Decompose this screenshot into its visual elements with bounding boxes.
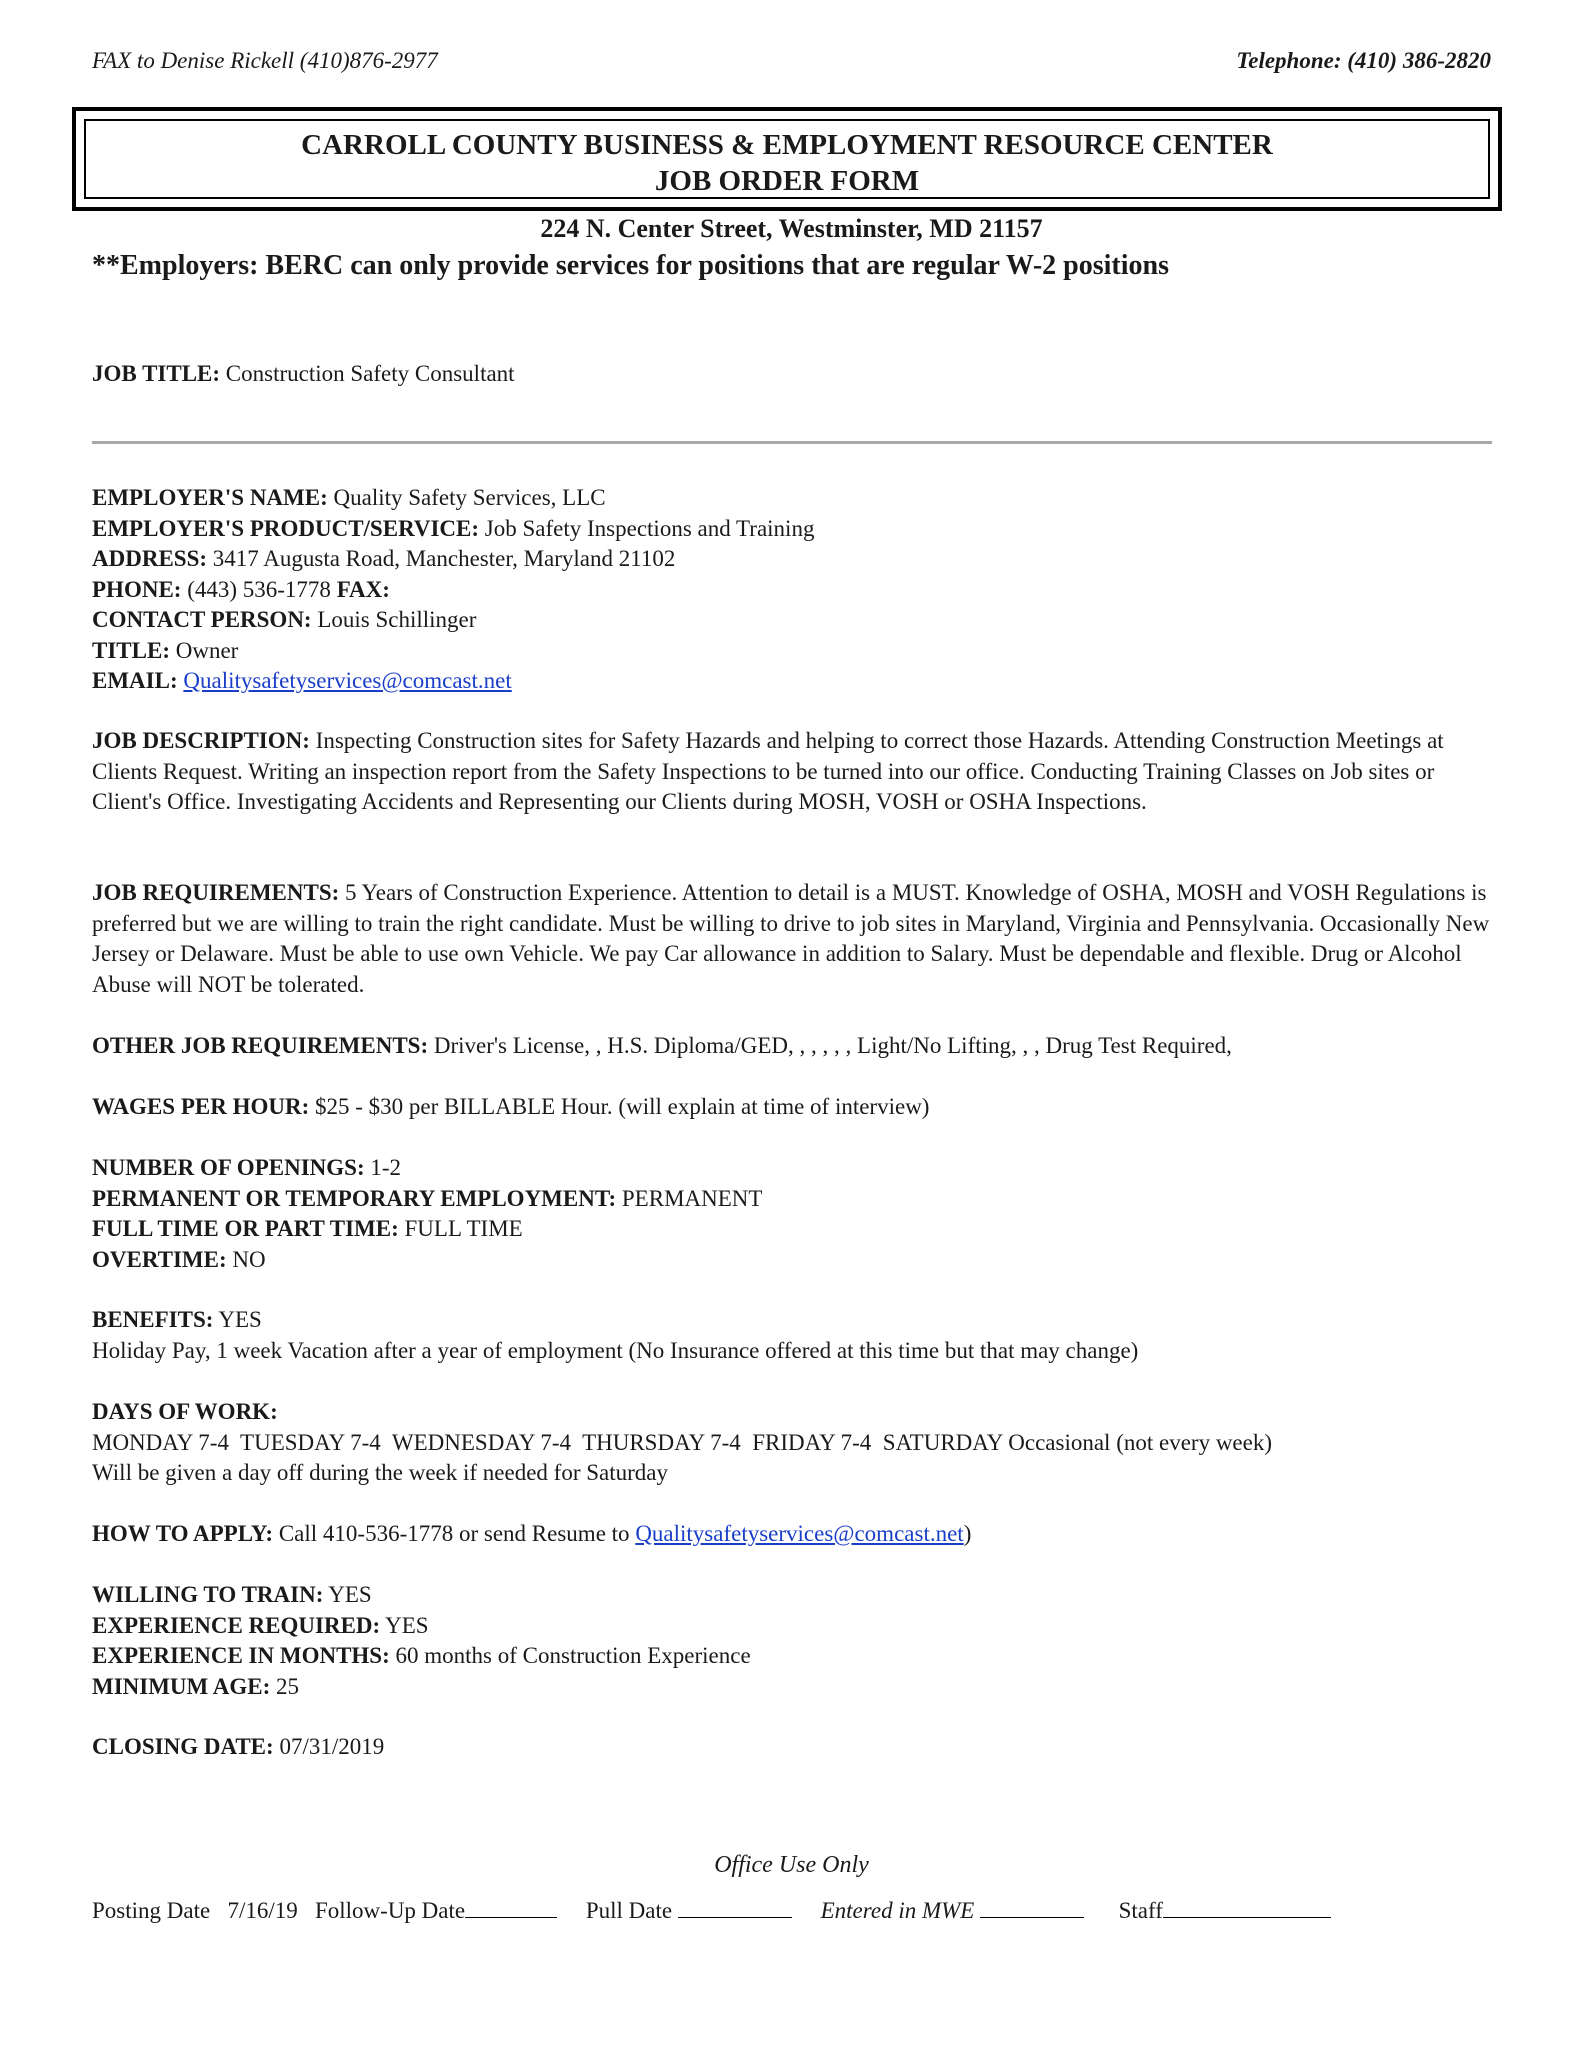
job-requirements-text: 5 Years of Construction Experience. Attention to detail is a MUST. Knowledge of OSHA, MOSH and VOSH Regulations is preferred but we are willing to train the right candidate. Must be willing to drive to job sites in Maryland, Virginia and Pennsylvania. Occasionally New Jersey or Delaware. Must be able to use own Vehicle. We pay Car allowance in addition to Salary. Must be dependable and flexible. Drug or Alcohol Abuse will NOT be tolerated. xyxy=(92,880,1490,997)
full-part-value: FULL TIME xyxy=(404,1216,523,1241)
title-line-1: CARROLL COUNTY BUSINESS & EMPLOYMENT RESOURCE CENTER xyxy=(301,129,1273,161)
product-label: EMPLOYER'S PRODUCT/SERVICE: xyxy=(92,515,480,541)
telephone-header: Telephone: (410) 386-2820 xyxy=(1236,48,1491,73)
staff-label: Staff xyxy=(1118,1898,1163,1923)
benefits-value: YES xyxy=(218,1307,262,1332)
entered-mwe-label: Entered in MWE xyxy=(820,1898,975,1923)
phone-label: PHONE: xyxy=(92,576,182,602)
title-line-2: JOB ORDER FORM xyxy=(654,165,920,197)
followup-date-field[interactable] xyxy=(465,1899,557,1918)
office-use-row xyxy=(92,1898,1331,1924)
days-of-work-section xyxy=(92,1397,1492,1489)
address-value: 3417 Augusta Road, Manchester, Maryland 21102 xyxy=(212,546,676,571)
other-requirements-label: OTHER JOB REQUIREMENTS: xyxy=(92,1033,429,1058)
perm-temp-label: PERMANENT OR TEMPORARY EMPLOYMENT: xyxy=(92,1185,617,1211)
minimum-age-value: 25 xyxy=(275,1673,299,1699)
experience-required-value: YES xyxy=(385,1612,429,1638)
minimum-age-label: MINIMUM AGE: xyxy=(92,1673,271,1699)
experience-required-label: EXPERIENCE REQUIRED: xyxy=(92,1612,381,1638)
job-title-value: Construction Safety Consultant xyxy=(225,361,515,386)
job-description-label: JOB DESCRIPTION: xyxy=(92,728,310,753)
benefits-section xyxy=(92,1305,1492,1366)
w2-notice: **Employers: BERC can only provide services for positions that are regular W-2 positions xyxy=(92,250,1169,281)
staff-field[interactable] xyxy=(1163,1899,1331,1918)
overtime-value: NO xyxy=(232,1246,266,1272)
contact-title-value: Owner xyxy=(175,637,239,663)
experience-months-label: EXPERIENCE IN MONTHS: xyxy=(92,1643,390,1668)
experience-months-value: 60 months of Construction Experience xyxy=(395,1643,751,1668)
phone-value: (443) 536-1778 xyxy=(187,576,331,602)
days-note: Will be given a day off during the week if needed for Saturday xyxy=(92,1460,669,1485)
closing-date-label: CLOSING DATE: xyxy=(92,1734,274,1759)
perm-temp-value: PERMANENT xyxy=(621,1185,763,1211)
how-to-apply xyxy=(92,1519,1492,1550)
wages-label: WAGES PER HOUR: xyxy=(92,1094,310,1119)
training-section xyxy=(92,1580,1492,1702)
openings-value: 1-2 xyxy=(370,1155,402,1180)
employer-email-link[interactable]: Qualitysafetyservices@comcast.net xyxy=(183,668,512,693)
days-schedule: MONDAY 7-4 TUESDAY 7-4 WEDNESDAY 7-4 THURSDAY 7-4 FRIDAY 7-4 SATURDAY Occasional (not every week) xyxy=(92,1429,1273,1455)
email-label: EMAIL: xyxy=(92,668,178,693)
pull-date-label: Pull Date xyxy=(585,1898,673,1923)
office-use-heading: Office Use Only xyxy=(714,1852,869,1878)
job-description-text: Inspecting Construction sites for Safety Hazards and helping to correct those Hazards. Attending Construction Meetings at Clients Request. Writing an inspection report from the Safety Inspections to be turned into our office. Conducting Training Classes on Job sites or Client's Office. Investigating Accidents and Representing our Clients during MOSH, VOSH or OSHA Inspections. xyxy=(92,728,1444,814)
other-requirements xyxy=(92,1031,1492,1062)
openings-label: NUMBER OF OPENINGS: xyxy=(92,1155,365,1180)
wages xyxy=(92,1092,1492,1123)
employer-section xyxy=(92,483,1492,697)
contact-label: CONTACT PERSON: xyxy=(92,607,312,632)
address-label: ADDRESS: xyxy=(92,546,208,571)
how-to-apply-suffix: ) xyxy=(963,1521,972,1546)
contact-value: Louis Schillinger xyxy=(317,607,477,632)
openings-section xyxy=(92,1153,1492,1275)
title-box xyxy=(72,107,1502,211)
fax-label: FAX: xyxy=(336,576,390,602)
full-part-label: FULL TIME OR PART TIME: xyxy=(92,1216,399,1241)
employer-name-label: EMPLOYER'S NAME: xyxy=(92,485,328,510)
fax-header: FAX to Denise Rickell (410)876-2977 xyxy=(92,48,438,73)
pull-date-field[interactable] xyxy=(678,1899,792,1918)
job-description xyxy=(92,726,1492,818)
days-of-work-label: DAYS OF WORK: xyxy=(92,1399,278,1424)
job-title-row xyxy=(92,359,1492,390)
product-value: Job Safety Inspections and Training xyxy=(484,515,815,541)
divider xyxy=(92,441,1492,444)
apply-email-link[interactable]: Qualitysafetyservices@comcast.net xyxy=(635,1521,964,1546)
how-to-apply-text: Call 410-536-1778 or send Resume to xyxy=(278,1521,630,1546)
overtime-label: OVERTIME: xyxy=(92,1246,227,1272)
contact-title-label: TITLE: xyxy=(92,637,170,663)
center-address: 224 N. Center Street, Westminster, MD 21157 xyxy=(540,214,1043,243)
closing-date-value: 07/31/2019 xyxy=(279,1734,385,1759)
entered-mwe-field[interactable] xyxy=(980,1899,1084,1918)
willing-to-train-label: WILLING TO TRAIN: xyxy=(92,1582,324,1607)
job-requirements xyxy=(92,878,1492,1000)
closing-date xyxy=(92,1732,1492,1763)
posting-date-value: 7/16/19 xyxy=(227,1898,298,1923)
wages-text: $25 - $30 per BILLABLE Hour. (will explain at time of interview) xyxy=(315,1094,930,1119)
how-to-apply-label: HOW TO APPLY: xyxy=(92,1521,274,1546)
job-requirements-label: JOB REQUIREMENTS: xyxy=(92,880,340,905)
willing-to-train-value: YES xyxy=(328,1582,372,1607)
employer-name: Quality Safety Services, LLC xyxy=(333,485,606,510)
benefits-label: BENEFITS: xyxy=(92,1307,214,1332)
followup-date-label: Follow-Up Date xyxy=(314,1898,466,1923)
job-title-label: JOB TITLE: xyxy=(92,361,221,386)
posting-date-label: Posting Date xyxy=(92,1898,211,1923)
other-requirements-text: Driver's License, , H.S. Diploma/GED, , , , , , Light/No Lifting, , , Drug Test Required, xyxy=(433,1033,1232,1058)
benefits-detail: Holiday Pay, 1 week Vacation after a year of employment (No Insurance offered at this time but that may change) xyxy=(92,1337,1139,1363)
